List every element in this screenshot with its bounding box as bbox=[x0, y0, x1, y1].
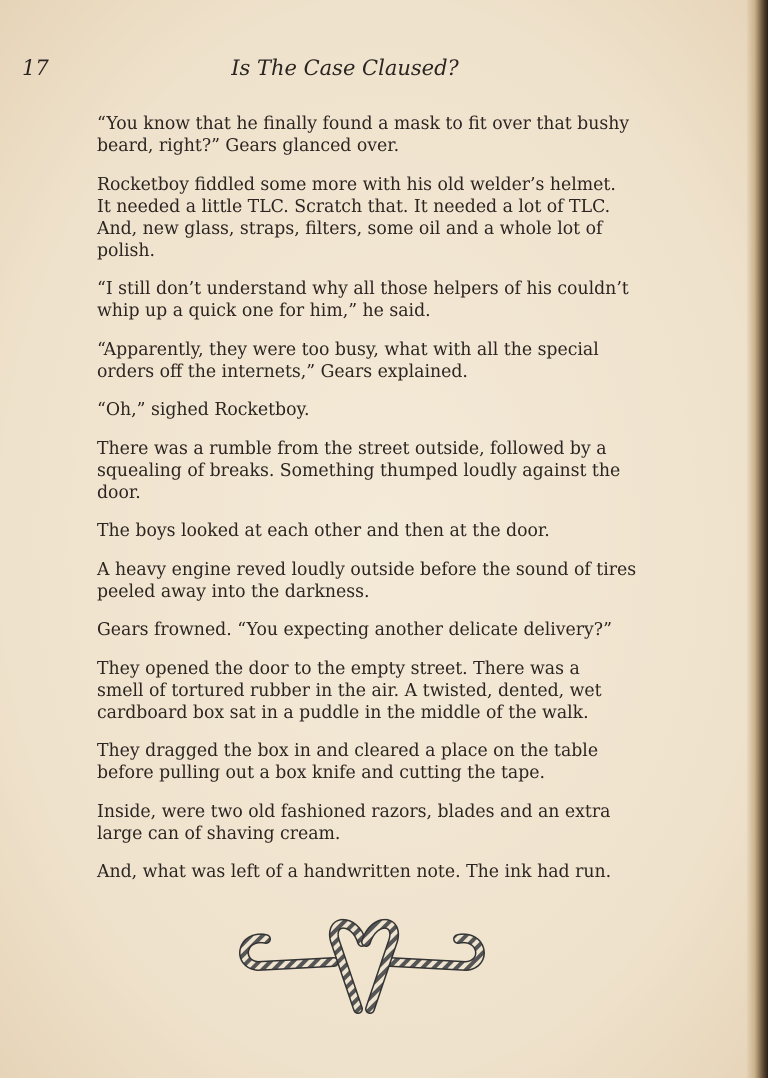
paragraph bbox=[97, 174, 697, 262]
text-line: “I still don’t understand why all those helpers of his couldn’t bbox=[97, 279, 629, 299]
text-line: It needed a little TLC. Scratch that. It needed a lot of TLC. bbox=[97, 196, 611, 217]
text-line: before pulling out a box knife and cutting the tape. bbox=[97, 763, 545, 783]
text-line: The boys looked at each other and then at the door. bbox=[97, 521, 550, 541]
paragraph bbox=[97, 619, 697, 641]
text-line: Rocketboy fiddled some more with his old welder’s helmet. bbox=[97, 174, 616, 195]
running-title: Is The Case Claused? bbox=[231, 56, 459, 80]
text-line: whip up a quick one for him,” he said. bbox=[97, 301, 431, 321]
text-line: “Oh,” sighed Rocketboy. bbox=[97, 400, 310, 420]
text-line: orders off the internets,” Gears explained. bbox=[97, 361, 468, 382]
text-line: large can of shaving cream. bbox=[97, 823, 341, 844]
candy-cane-heart-divider-icon bbox=[236, 914, 488, 1014]
text-line: And, what was left of a handwritten note. The ink had run. bbox=[97, 862, 612, 882]
text-line: peeled away into the darkness. bbox=[97, 581, 370, 602]
text-line: squealing of breaks. Something thumped loudly against the bbox=[97, 460, 621, 481]
text-line: They opened the door to the empty street. There was a bbox=[97, 658, 580, 679]
page-number: 17 bbox=[22, 56, 49, 80]
text-line: door. bbox=[97, 482, 141, 503]
text-line: Gears frowned. “You expecting another delicate delivery?” bbox=[97, 620, 612, 640]
text-line: They dragged the box in and cleared a place on the table bbox=[97, 741, 599, 761]
paragraph bbox=[97, 520, 697, 542]
paragraph bbox=[97, 438, 697, 504]
paragraph bbox=[97, 559, 697, 603]
paragraph bbox=[97, 801, 697, 845]
text-line: “Apparently, they were too busy, what with all the special bbox=[97, 339, 599, 360]
paragraph bbox=[97, 658, 697, 724]
text-line: And, new glass, straps, filters, some oil and a whole lot of bbox=[97, 218, 603, 239]
text-line: Inside, were two old fashioned razors, blades and an extra bbox=[97, 801, 611, 822]
paragraph bbox=[97, 740, 697, 784]
paragraph bbox=[97, 399, 697, 421]
body-text bbox=[97, 113, 697, 900]
paragraph bbox=[97, 861, 697, 883]
text-line: smell of tortured rubber in the air. A twisted, dented, wet bbox=[97, 680, 602, 701]
text-line: beard, right?” Gears glanced over. bbox=[97, 136, 400, 156]
text-line: “You know that he finally found a mask to fit over that bushy bbox=[97, 114, 630, 134]
page-edge bbox=[746, 0, 768, 1078]
text-line: polish. bbox=[97, 240, 156, 261]
text-line: There was a rumble from the street outside, followed by a bbox=[97, 438, 607, 459]
text-line: A heavy engine reved loudly outside before the sound of tires bbox=[97, 559, 637, 580]
paragraph bbox=[97, 339, 697, 383]
paragraph bbox=[97, 113, 697, 157]
text-line: cardboard box sat in a puddle in the middle of the walk. bbox=[97, 702, 589, 723]
paragraph bbox=[97, 278, 697, 322]
